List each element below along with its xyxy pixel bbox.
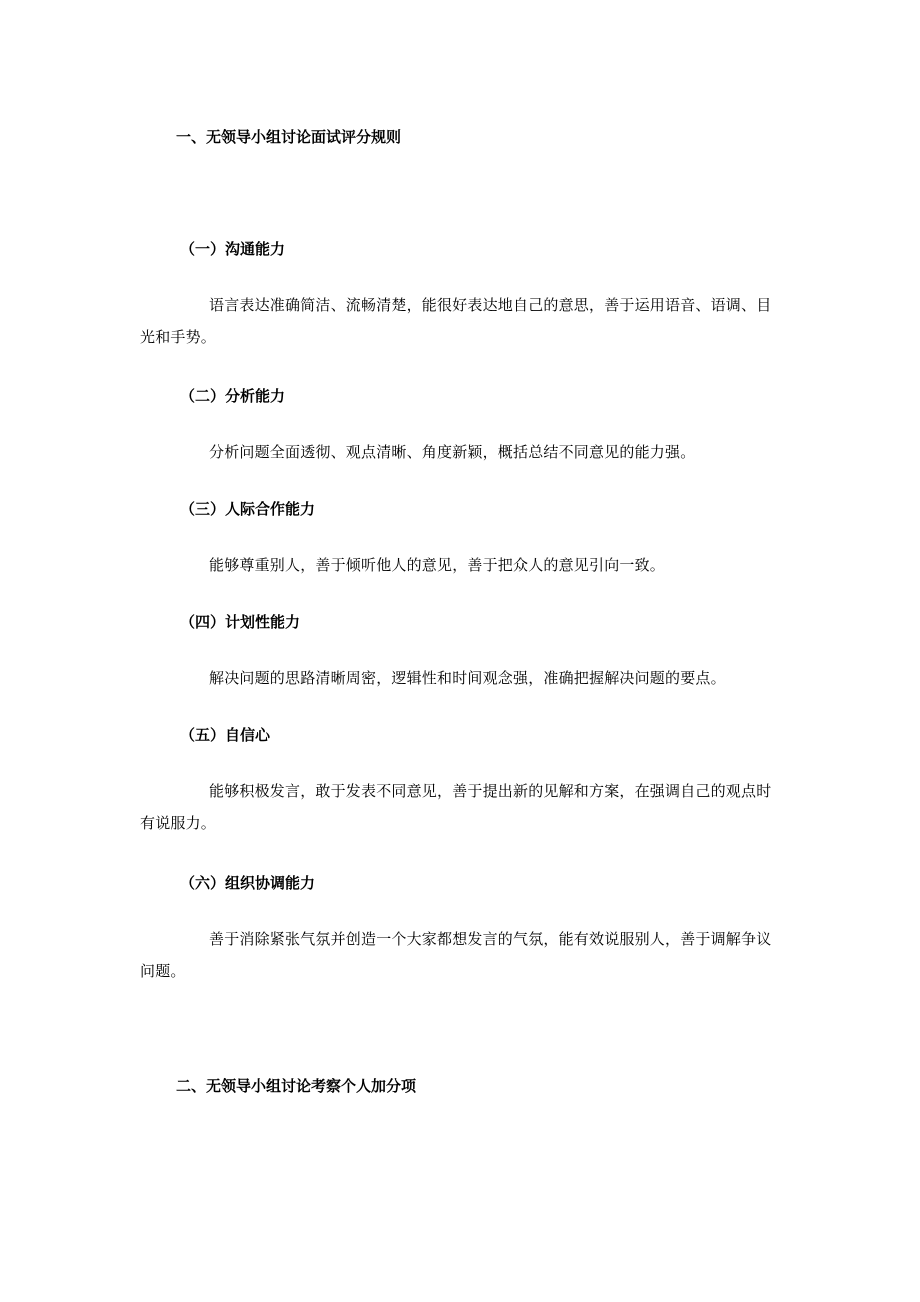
paragraph-communication: 语言表达准确简洁、流畅清楚，能很好表达地自己的意思，善于运用语音、语调、目光和手势。 [140, 296, 772, 346]
paragraph-coordination: 善于消除紧张气氛并创造一个大家都想发言的气氛，能有效说服别人，善于调解争议问题。 [140, 930, 772, 980]
heading-interpersonal: （三）人际合作能力 [180, 500, 316, 518]
heading-communication: （一）沟通能力 [180, 240, 286, 258]
heading-planning: （四）计划性能力 [180, 613, 301, 631]
paragraph-analysis: 分析问题全面透彻、观点清晰、角度新颖，概括总结不同意见的能力强。 [209, 443, 696, 461]
paragraph-interpersonal: 能够尊重别人，善于倾听他人的意见，善于把众人的意见引向一致。 [209, 556, 666, 574]
heading-confidence: （五）自信心 [180, 726, 271, 744]
paragraph-confidence: 能够积极发言，敢于发表不同意见，善于提出新的见解和方案，在强调自己的观点时有说服力。 [140, 782, 772, 832]
paragraph-planning: 解决问题的思路清晰周密，逻辑性和时间观念强，准确把握解决问题的要点。 [209, 669, 726, 687]
heading-coordination: （六）组织协调能力 [180, 874, 316, 892]
section-2-title: 二、无领导小组讨论考察个人加分项 [176, 1077, 417, 1095]
heading-analysis: （二）分析能力 [180, 387, 286, 405]
section-1-title: 一、无领导小组讨论面试评分规则 [176, 128, 402, 146]
